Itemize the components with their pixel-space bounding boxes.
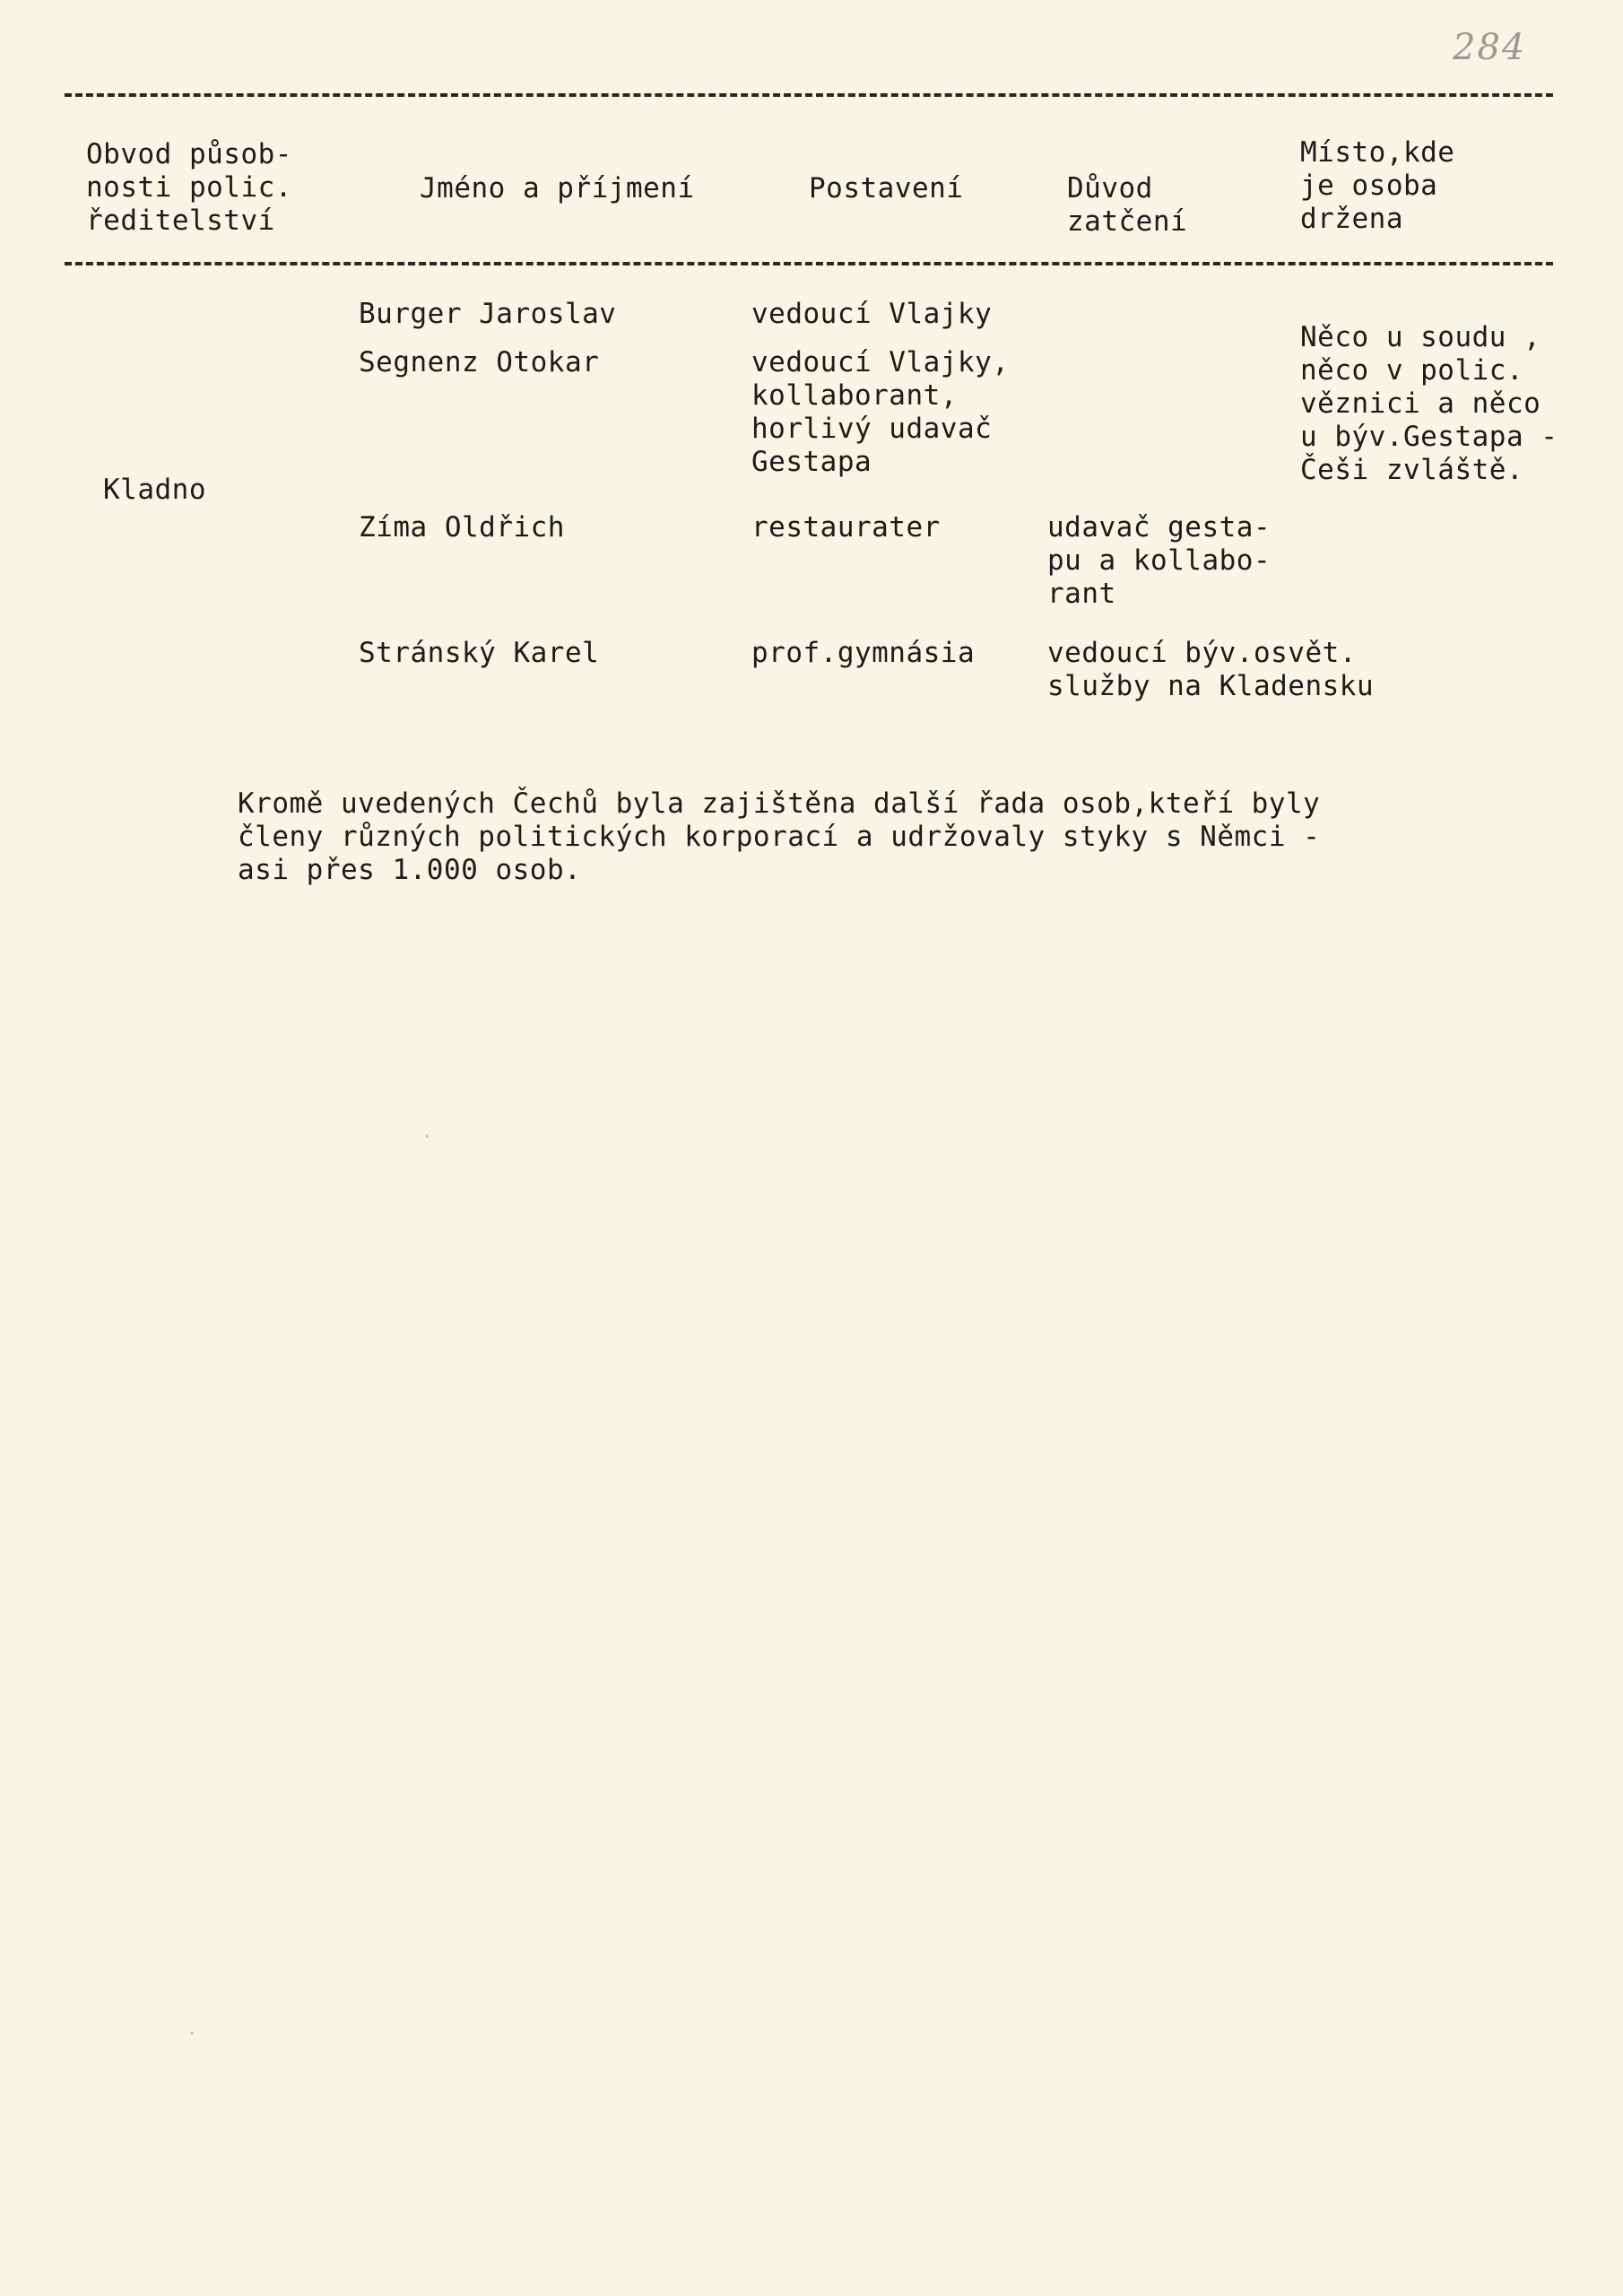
table-row-3-name: Zíma Oldřich (359, 511, 565, 544)
header-district: Obvod působ- nosti polic. ředitelství (86, 138, 292, 237)
table-row-4-position: prof.gymnásia (751, 637, 976, 669)
table-row-3-reason: udavač gesta- pu a kollabo- rant (1047, 511, 1271, 610)
header-name: Jméno a příjmení (420, 172, 695, 204)
district-cell: Kladno (103, 474, 206, 506)
table-top-rule (65, 93, 1553, 97)
location-cell: Něco u soudu , něco v polic. věznici a něco u býv.Gestapa - Češi zvláště. (1300, 321, 1558, 486)
header-reason: Důvod zatčení (1067, 172, 1188, 238)
closing-paragraph: Kromě uvedených Čechů byla zajištěna další řada osob,kteří byly členy různých politických korporací a udržovaly styky s Němci - asi přes 1.000 osob. (238, 787, 1321, 886)
table-row-1-position: vedoucí Vlajky (751, 298, 993, 330)
page-number: 284 (1453, 27, 1527, 68)
paper-speck: · (187, 2022, 198, 2044)
table-row-3-position: restaurater (751, 511, 941, 544)
header-location: Místo,kde je osoba držena (1300, 136, 1455, 235)
paper-speck: · (421, 1126, 433, 1147)
table-row-2-name: Segnenz Otokar (359, 346, 600, 378)
table-row-4-name: Stránský Karel (359, 637, 600, 669)
table-row-1-name: Burger Jaroslav (359, 298, 617, 330)
table-row-4-reason: vedoucí býv.osvět. služby na Kladensku (1047, 637, 1375, 702)
header-position: Postavení (809, 172, 964, 204)
table-row-2-position: vedoucí Vlajky, kollaborant, horlivý udavač Gestapa (751, 346, 1010, 478)
table-header-rule (65, 262, 1553, 265)
